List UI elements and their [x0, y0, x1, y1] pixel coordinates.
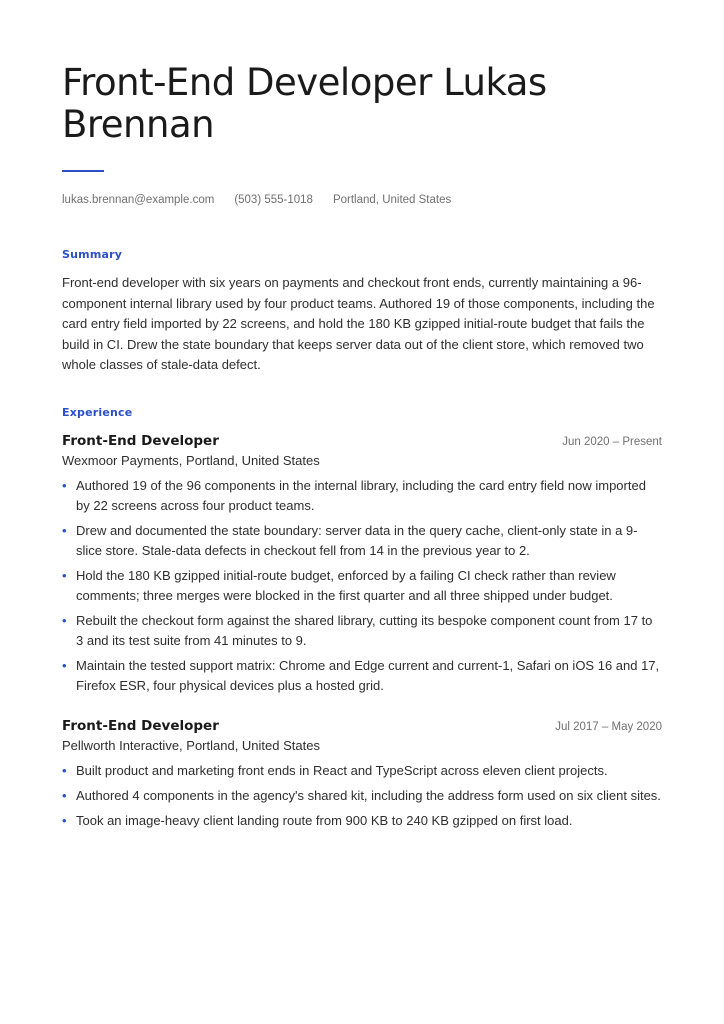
job-bullet — [62, 761, 662, 781]
contact-location: Portland, United States — [332, 194, 452, 206]
job-bullet-text: Drew and documented the state boundary: server data in the query cache, client-only state in a 9-slice store. Stale-data defects in checkout fell from 14 in the previous year to 2. — [76, 522, 638, 558]
job-bullet-text: Authored 4 components in the agency's shared kit, including the address form used on six client sites. — [76, 787, 661, 803]
bullet-dot-icon: • — [62, 787, 67, 803]
bullet-dot-icon: • — [62, 567, 67, 583]
job-header — [62, 433, 662, 449]
job-bullet — [62, 811, 662, 831]
job-bullet — [62, 656, 662, 696]
job-organization: Pellworth Interactive, Portland, United States — [62, 737, 320, 753]
candidate-name: Front-End Developer Lukas Brennan — [62, 61, 547, 146]
job-bullet — [62, 521, 662, 561]
summary-heading: Summary — [62, 248, 123, 261]
job-bullet-list — [62, 761, 662, 831]
job-bullet-text: Hold the 180 KB gzipped initial-route budget, enforced by a failing CI check rather than review comments; three merges were blocked in the first quarter and all three shipped under budget. — [76, 567, 616, 603]
job-header — [62, 718, 662, 734]
job-title: Front-End Developer — [62, 717, 219, 734]
contact-line — [62, 194, 662, 206]
bullet-dot-icon: • — [62, 762, 67, 778]
job-bullet-text: Built product and marketing front ends in React and TypeScript across eleven client projects. — [76, 762, 608, 778]
job-bullet — [62, 611, 662, 651]
job-bullet — [62, 786, 662, 806]
job-bullet-text: Rebuilt the checkout form against the shared library, cutting its bespoke component count from 17 to 3 and its test suite from 41 minutes to 9. — [76, 612, 653, 648]
accent-divider — [62, 170, 104, 172]
bullet-dot-icon: • — [62, 657, 67, 673]
job-organization: Wexmoor Payments, Portland, United States — [62, 452, 320, 468]
job-bullet — [62, 566, 662, 606]
experience-heading: Experience — [62, 405, 133, 419]
job-dates: Jun 2020 – Present — [562, 435, 662, 448]
resume-page — [62, 62, 662, 836]
job-bullet-text: Maintain the tested support matrix: Chrome and Edge current and current-1, Safari on iOS 16 and 17, Firefox ESR, four physical devices plus a hosted grid. — [76, 657, 660, 693]
job-entry — [62, 433, 662, 696]
job-entry — [62, 718, 662, 831]
contact-phone[interactable]: (503) 555-1018 — [234, 194, 313, 206]
job-title: Front-End Developer — [62, 432, 219, 449]
summary-text: Front-end developer with six years on payments and checkout front ends, currently maintaining a 96-component internal library used by four product teams. Authored 19 of those components, including the card entry field imported by 22 screens, and hold the 180 KB gzipped initial-route budget that fails the build in CI. Drew the state boundary that keeps server data out of the client store, which removed two whole classes of stale-data defect. — [62, 275, 655, 372]
bullet-dot-icon: • — [62, 522, 67, 538]
job-dates: Jul 2017 – May 2020 — [555, 720, 662, 733]
contact-email[interactable]: lukas.brennan@example.com — [62, 194, 215, 206]
bullet-dot-icon: • — [62, 477, 67, 493]
job-bullet — [62, 476, 662, 516]
bullet-dot-icon: • — [62, 812, 67, 828]
job-bullet-text: Took an image-heavy client landing route from 900 KB to 240 KB gzipped on first load. — [76, 812, 573, 828]
job-bullet-list — [62, 476, 662, 696]
bullet-dot-icon: • — [62, 612, 67, 628]
job-bullet-text: Authored 19 of the 96 components in the internal library, including the card entry field now imported by 22 screens across four product teams. — [76, 477, 646, 513]
